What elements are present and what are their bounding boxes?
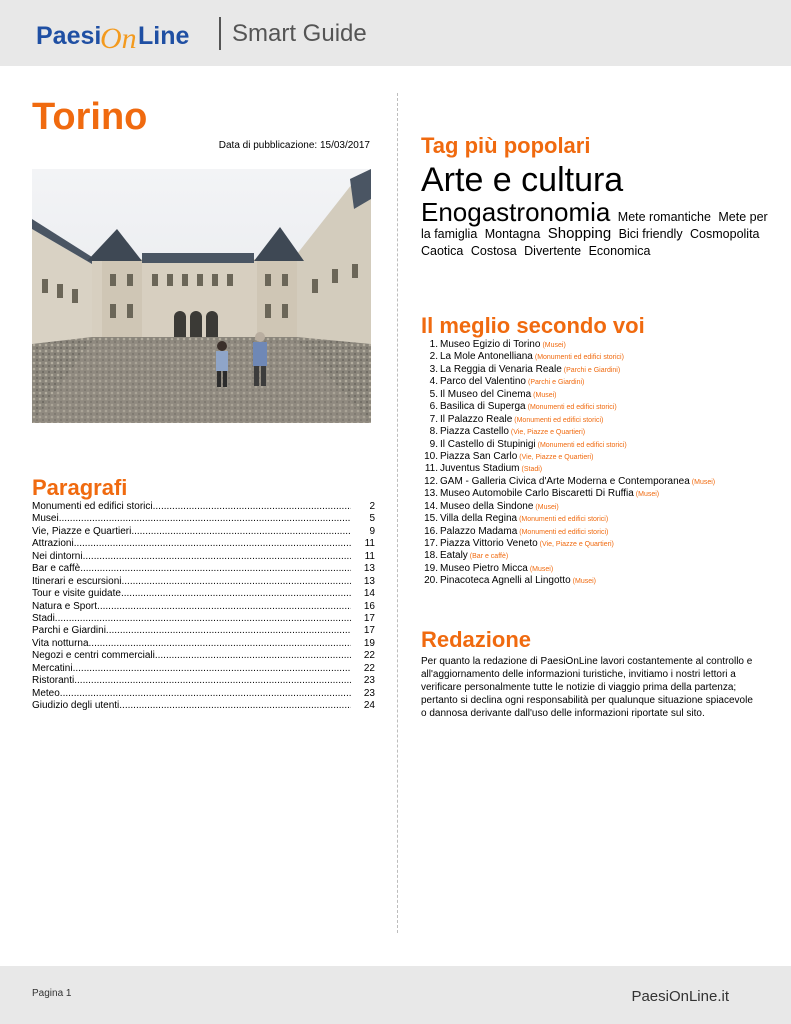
svg-text:Paesi: Paesi: [36, 22, 102, 50]
best-item-rank: 2.: [429, 351, 438, 363]
page-title: Torino: [32, 96, 148, 138]
best-item-rank: 19.: [424, 562, 438, 574]
toc-item[interactable]: [32, 638, 375, 650]
paesionline-logo[interactable]: [36, 16, 200, 56]
best-item-name: Basilica di Superga: [440, 401, 526, 413]
toc-item-page: 9: [369, 525, 375, 537]
svg-text:Line: Line: [138, 22, 190, 50]
best-item-category: (Musei): [529, 565, 554, 573]
best-item-name: GAM - Galleria Civica d'Arte Moderna e Contemporanea: [440, 475, 690, 487]
toc-item-label: Nei dintorni: [32, 550, 83, 562]
best-item-category: (Vie, Piazze e Quartieri): [519, 453, 594, 461]
best-item-rank: 1.: [429, 339, 438, 350]
toc-item-page: 13: [363, 575, 375, 587]
toc-item-page: 11: [364, 550, 375, 562]
toc-item-label: Ristoranti: [32, 675, 75, 687]
toc-leader-dots: [60, 688, 351, 700]
best-item-rank: 11.: [424, 463, 438, 475]
toc-item-label: Vie, Piazze e Quartieri: [32, 525, 132, 537]
toc-item-page: 23: [363, 687, 375, 699]
best-item-rank: 17.: [424, 538, 438, 549]
best-item-category: (Parchi e Giardini): [527, 379, 585, 387]
toc-item[interactable]: [32, 613, 375, 625]
best-list-item[interactable]: [421, 451, 781, 463]
best-list-item[interactable]: [421, 538, 781, 550]
best-list-item[interactable]: [421, 476, 781, 488]
toc-item[interactable]: [32, 563, 375, 575]
toc-leader-dots: [73, 663, 351, 675]
best-list-item[interactable]: [421, 526, 781, 538]
tag-link[interactable]: Caotica: [421, 243, 464, 258]
tag-link[interactable]: Arte e cultura: [421, 161, 624, 199]
toc-leader-dots: [119, 700, 351, 712]
tag-link[interactable]: Mete romantiche: [617, 209, 711, 224]
best-item-name: Museo Automobile Carlo Biscaretti Di Ruffia: [440, 488, 634, 500]
best-list-item[interactable]: [421, 575, 781, 587]
toc-leader-dots: [59, 513, 351, 525]
toc-item[interactable]: [32, 675, 375, 687]
tag-link[interactable]: Economica: [588, 243, 651, 258]
best-item-rank: 18.: [424, 550, 438, 562]
toc-item-page: 22: [363, 662, 375, 674]
best-item-name: Museo Egizio di Torino: [440, 339, 541, 350]
best-item-category: (Monumenti ed edifici storici): [519, 528, 609, 536]
paragrafi-heading: Paragrafi: [32, 475, 128, 500]
best-list-item[interactable]: [421, 550, 781, 562]
best-list-item[interactable]: [421, 351, 781, 363]
toc-item-label: Mercatini: [32, 662, 73, 674]
toc-item-page: 22: [363, 650, 375, 662]
toc-item[interactable]: [32, 551, 375, 563]
column-divider: [397, 93, 398, 933]
toc-item[interactable]: [32, 625, 375, 637]
toc-item-page: 13: [363, 563, 375, 575]
toc-leader-dots: [74, 538, 351, 550]
best-item-rank: 9.: [429, 438, 438, 450]
tag-link[interactable]: Montagna: [484, 226, 541, 241]
toc-item-label: Vita notturna: [32, 637, 89, 649]
toc-item[interactable]: [32, 501, 375, 513]
best-list-item[interactable]: [421, 389, 781, 401]
toc-item-label: Musei: [32, 513, 59, 525]
best-item-category: (Musei): [635, 491, 660, 499]
toc-item-label: Negozi e centri commerciali: [32, 650, 155, 662]
toc-item-page: 2: [369, 501, 375, 512]
toc-item-label: Natura e Sport: [32, 600, 98, 612]
toc-item-page: 24: [363, 700, 375, 711]
best-item-category: (Monumenti ed edifici storici): [527, 404, 617, 412]
tag-link[interactable]: Mete per la famiglia: [421, 209, 768, 241]
best-item-category: (Monumenti ed edifici storici): [534, 354, 624, 362]
best-item-rank: 14.: [424, 500, 438, 512]
toc-leader-dots: [74, 675, 351, 687]
best-item-rank: 7.: [429, 413, 438, 425]
best-item-category: (Bar e caffè): [469, 553, 509, 561]
toc-item-page: 14: [363, 588, 375, 600]
toc-leader-dots: [83, 551, 351, 563]
tag-link[interactable]: Costosa: [470, 243, 517, 258]
toc-item[interactable]: [32, 588, 375, 600]
best-item-name: Piazza Castello: [440, 426, 509, 438]
best-item-category: (Vie, Piazze e Quartieri): [539, 541, 614, 548]
toc-item-label: Bar e caffè: [32, 563, 81, 575]
best-item-rank: 3.: [429, 363, 438, 375]
toc-item-page: 23: [363, 675, 375, 687]
toc-item-page: 17: [363, 612, 375, 624]
best-item-rank: 12.: [424, 475, 438, 487]
best-item-name: Palazzo Madama: [440, 525, 518, 537]
best-item-rank: 20.: [424, 575, 438, 587]
toc-item-page: 16: [363, 600, 375, 612]
table-of-contents: [32, 501, 375, 712]
toc-item-label: Itinerari e escursioni: [32, 575, 122, 587]
best-list-item[interactable]: [421, 339, 781, 351]
city-photo: [32, 169, 371, 423]
best-item-category: (Stadi): [521, 466, 543, 474]
best-item-name: Piazza Vittorio Veneto: [440, 538, 538, 549]
best-list-item[interactable]: [421, 401, 781, 413]
best-list-item[interactable]: [421, 376, 781, 388]
toc-leader-dots: [155, 650, 351, 662]
best-item-rank: 10.: [424, 450, 438, 462]
best-item-name: Villa della Regina: [440, 513, 518, 525]
best-item-rank: 4.: [429, 376, 438, 388]
best-item-name: La Reggia di Venaria Reale: [440, 363, 562, 375]
tag-cloud: [421, 163, 771, 260]
tags-heading: Tag più popolari: [421, 133, 591, 158]
best-item-category: (Musei): [572, 578, 596, 586]
toc-item-label: Stadi: [32, 612, 55, 624]
best-list-item[interactable]: [421, 513, 781, 525]
svg-text:On: On: [100, 22, 137, 55]
best-item-category: (Vie, Piazze e Quartieri): [510, 429, 586, 437]
best-item-name: Il Palazzo Reale: [440, 413, 513, 425]
best-list-item[interactable]: [421, 364, 781, 376]
toc-leader-dots: [121, 576, 351, 588]
toc-leader-dots: [131, 526, 351, 538]
toc-item-page: 19: [363, 637, 375, 649]
tag-link[interactable]: Cosmopolita: [690, 226, 760, 241]
best-item-rank: 13.: [424, 488, 438, 500]
tag-link[interactable]: Enogastronomia: [421, 196, 611, 227]
best-item-name: Piazza San Carlo: [440, 450, 518, 462]
best-list-item[interactable]: [421, 426, 781, 438]
tag-link[interactable]: Divertente: [524, 243, 582, 258]
best-item-name: Museo Pietro Micca: [440, 562, 528, 574]
best-item-category: (Parchi e Giardini): [563, 366, 621, 374]
best-list-item[interactable]: [421, 563, 781, 575]
best-item-category: (Musei): [542, 342, 566, 349]
toc-item[interactable]: [32, 538, 375, 550]
toc-leader-dots: [106, 625, 351, 637]
best-list: [421, 339, 781, 588]
toc-item[interactable]: [32, 601, 375, 613]
toc-item-label: Tour e visite guidate: [32, 588, 121, 600]
toc-item[interactable]: [32, 688, 375, 700]
toc-item-label: Giudizio degli utenti: [32, 700, 120, 711]
toc-item-page: 17: [363, 625, 375, 637]
site-link[interactable]: PaesiOnLine.it: [631, 988, 729, 1005]
best-list-item[interactable]: [421, 501, 781, 513]
best-item-rank: 5.: [429, 388, 438, 400]
toc-item-page: 5: [369, 513, 375, 525]
toc-leader-dots: [80, 563, 351, 575]
best-item-name: Parco del Valentino: [440, 376, 526, 388]
page-number: Pagina 1: [32, 988, 72, 999]
toc-leader-dots: [89, 638, 351, 650]
toc-leader-dots: [97, 601, 351, 613]
best-item-category: (Musei): [535, 503, 559, 511]
best-item-name: Museo della Sindone: [440, 500, 534, 512]
toc-leader-dots: [121, 588, 351, 600]
best-heading: Il meglio secondo voi: [421, 313, 645, 338]
best-item-name: Il Museo del Cinema: [440, 388, 532, 400]
toc-item-label: Parchi e Giardini: [32, 625, 106, 637]
toc-item[interactable]: [32, 663, 375, 675]
best-list-item[interactable]: [421, 439, 781, 451]
best-item-name: Pinacoteca Agnelli al Lingotto: [440, 575, 571, 587]
toc-leader-dots: [153, 501, 351, 513]
redazione-text: Per quanto la redazione di PaesiOnLine lavori costantemente al controllo e all'aggiornamento delle informazioni turistiche, invitiamo i nostri lettori a verificare personalmente tutte le notizie di viaggio prima della partenza; pertanto si declina ogni responsabilità per qualunque situazione spiacevole o dannosa derivante dall'uso delle informazioni riportate sul sito.: [421, 656, 753, 719]
best-item-rank: 6.: [429, 401, 438, 413]
header-subtitle: Smart Guide: [232, 20, 367, 47]
toc-item-label: Meteo: [32, 687, 60, 699]
tag-link[interactable]: Shopping: [547, 224, 612, 242]
tag-link[interactable]: Bici friendly: [618, 226, 683, 241]
header-separator: [219, 17, 221, 50]
best-item-category: (Monumenti ed edifici storici): [514, 416, 604, 424]
best-item-name: Eataly: [440, 550, 468, 562]
best-list-item[interactable]: [421, 488, 781, 500]
best-item-category: (Musei): [691, 478, 716, 486]
best-item-rank: 16.: [424, 525, 438, 537]
toc-item[interactable]: [32, 526, 375, 538]
best-item-name: Juventus Stadium: [440, 463, 520, 475]
toc-item-label: Monumenti ed edifici storici: [32, 501, 153, 512]
toc-item-page: 11: [364, 538, 375, 550]
best-item-rank: 8.: [429, 426, 438, 438]
best-item-category: (Monumenti ed edifici storici): [537, 441, 627, 449]
best-item-rank: 15.: [424, 513, 438, 525]
publication-date: Data di pubblicazione: 15/03/2017: [218, 140, 370, 151]
toc-item[interactable]: [32, 700, 375, 712]
best-item-name: Il Castello di Stupinigi: [440, 438, 536, 450]
toc-item-label: Attrazioni: [32, 538, 74, 550]
toc-item[interactable]: [32, 576, 375, 588]
redazione-heading: Redazione: [421, 627, 532, 652]
best-item-category: (Monumenti ed edifici storici): [519, 516, 609, 524]
best-list-item[interactable]: [421, 463, 781, 475]
best-item-category: (Musei): [533, 391, 557, 399]
toc-item[interactable]: [32, 513, 375, 525]
best-list-item[interactable]: [421, 414, 781, 426]
toc-item[interactable]: [32, 650, 375, 662]
toc-leader-dots: [55, 613, 351, 625]
best-item-name: La Mole Antonelliana: [440, 351, 533, 363]
